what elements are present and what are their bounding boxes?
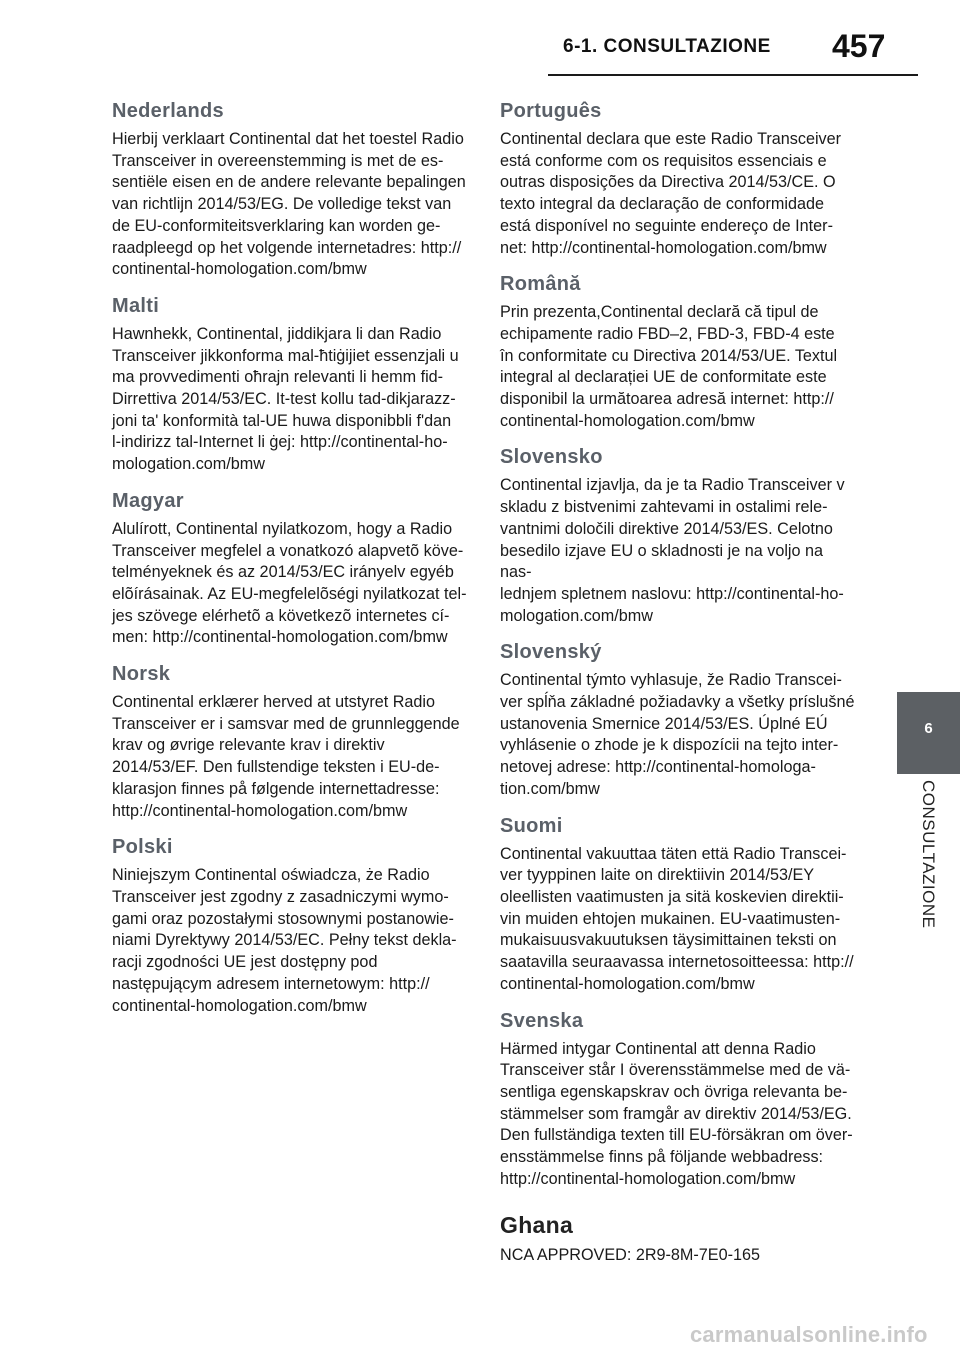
section-heading: Ghana xyxy=(500,1212,574,1239)
section-body: Niniejszym Continental oświadcza, że Radio Transceiver jest zgodny z zasadniczymi wymo- gami oraz pozostałymi stosownymi postanowie- niami Dyrektywy 2014/53/EC. Pełny tekst dekla- racji zgodności UE jest dostępny pod następującym adresem internetowym: http:// continental-homologation.com/bmw xyxy=(112,866,457,1015)
section-body: Hawnhekk, Continental, jiddikjara li dan Radio Transceiver jikkonforma mal-ħtiġijiet essenzjali u ma provvedimenti oħrajn relevanti li hemm fid- Dirrettiva 2014/53/EC. It-test kollu tad-dikjarazz- joni ta' konformità tal-UE huwa disponibbli f'dan l-indirizz tal-Internet li ġej: http://continental-ho- mologation.com/bmw xyxy=(112,324,459,474)
section-heading: Norsk xyxy=(112,663,171,686)
page-number: 457 xyxy=(832,28,886,64)
section-svenska xyxy=(500,1010,856,1191)
header-rule xyxy=(548,74,918,76)
section-portugues xyxy=(500,100,856,259)
section-body: Alulírott, Continental nyilatkozom, hogy a Radio Transceiver megfelel a vonatkozó alapvetõ köve- telményeknek és az 2014/53/EC irányelv egyéb elõírásainak. Az EU-megfelelõségi nyilatkozat tel- jes szövege elérhetõ a következõ internetes cí- men: http://continental-homologation.com/bmw xyxy=(112,519,467,647)
section-heading: Slovensko xyxy=(500,446,603,469)
section-heading: Português xyxy=(500,100,602,122)
section-body: Prin prezenta,Continental declară că tipul de echipamente radio FBD–2, FBD-3, FBD-4 este în conformitate cu Directiva 2014/53/UE. Textul integral al declarației UE de conformitate este disponibil la următoarea adresă internet: http:// continental-homologation.com/bmw xyxy=(500,303,838,430)
section-polski xyxy=(112,836,472,1017)
section-ghana xyxy=(500,1212,856,1267)
section-body: Continental vakuuttaa täten että Radio Transcei- ver tyyppinen laite on direktiivin 2014/53/EY oleellisten vaatimusten ja sitä koskevien direktii- vin muiden ehtojen mukainen. EU-vaatimusten- mukaisuusvakuutuksen täysimittainen teksti on saatavilla seuraavassa internetosoitteessa: http:// continental-homologation.com/bmw xyxy=(500,844,854,993)
section-romana xyxy=(500,273,856,432)
section-heading: Svenska xyxy=(500,1009,584,1032)
section-heading: Malti xyxy=(112,294,160,317)
section-body: Continental izjavlja, da je ta Radio Transceiver v skladu z bistvenimi zahtevami in ostalimi rele- vantnimi določili direktive 2014/53/ES. Celotno besedilo izjave EU o skladnosti je na voljo na nas- lednjem spletnem naslovu: http://continental-ho- mologation.com/bmw xyxy=(500,476,845,625)
section-body: NCA APPROVED: 2R9-8M-7E0-165 xyxy=(500,1246,761,1265)
section-heading: Slovenský xyxy=(500,641,602,664)
chapter-tab[interactable] xyxy=(897,692,960,774)
section-suomi xyxy=(500,815,856,996)
section-body: Hierbij verklaart Continental dat het toestel Radio Transceiver in overeenstemming is met de es- sentiële eisen en de andere relevante bepalingen van richtlijn 2014/53/EG. De volledige tekst van de EU-conformiteitsverklaring kan worden ge- raadpleegd op het volgende internetadres: http:// continental-homologation.com/bmw xyxy=(112,130,466,279)
left-column xyxy=(112,100,472,1031)
section-body: Continental týmto vyhlasuje, že Radio Transcei- ver spĺňa základné požiadavky a všetky príslušné ustanovenia Smernice 2014/53/ES. Úplné EÚ vyhlásenie o zhode je k dispozícii na tejto inter- netovej adrese: http://continental-homologa- tion.com/bmw xyxy=(500,671,855,798)
section-body: Continental declara que este Radio Transceiver está conforme com os requisitos essenciais e outras disposições da Directiva 2014/53/CE. O texto integral da declaração de conformidade está disponível no seguinte endereço de Inter- net: http://continental-homologation.com/bmw xyxy=(500,130,842,257)
section-heading: Magyar xyxy=(112,489,184,512)
section-heading: Română xyxy=(500,273,581,296)
section-heading: Polski xyxy=(112,836,173,859)
section-heading: Suomi xyxy=(500,814,563,837)
section-slovensky xyxy=(500,641,856,800)
section-slovensko xyxy=(500,446,856,627)
chapter-number: 6 xyxy=(924,720,933,737)
section-body: Continental erklærer herved at utstyret Radio Transceiver er i samsvar med de grunnleggende krav og øvrige relevante krav i direktiv 2014/53/EF. Den fullstendige teksten i EU-de- klarasjon finnes på følgende internettadresse: http://continental-homologation.com/bmw xyxy=(112,693,460,820)
chapter-label: CONSULTAZIONE xyxy=(919,780,938,929)
chapter-side-label xyxy=(897,774,960,1194)
section-magyar xyxy=(112,490,472,649)
watermark: carmanualsonline.info xyxy=(690,1322,928,1347)
section-body: Härmed intygar Continental att denna Radio Transceiver står I överensstämmelse med de vä- sentliga egenskapskrav och övriga relevanta be- stämmelser som framgår av direktiv 2014/53/EG. Den fullständiga texten till EU-försäkran om över- ensstämmelse finns på följande webbadress: http://continental-homologation.com/bmw xyxy=(500,1039,853,1188)
section-nederlands xyxy=(112,100,472,281)
chapter-title: 6-1. CONSULTAZIONE xyxy=(563,36,771,57)
section-heading: Nederlands xyxy=(112,100,224,122)
right-column xyxy=(500,100,856,1281)
section-malti xyxy=(112,295,472,476)
page-header xyxy=(0,0,960,90)
section-norsk xyxy=(112,663,472,822)
